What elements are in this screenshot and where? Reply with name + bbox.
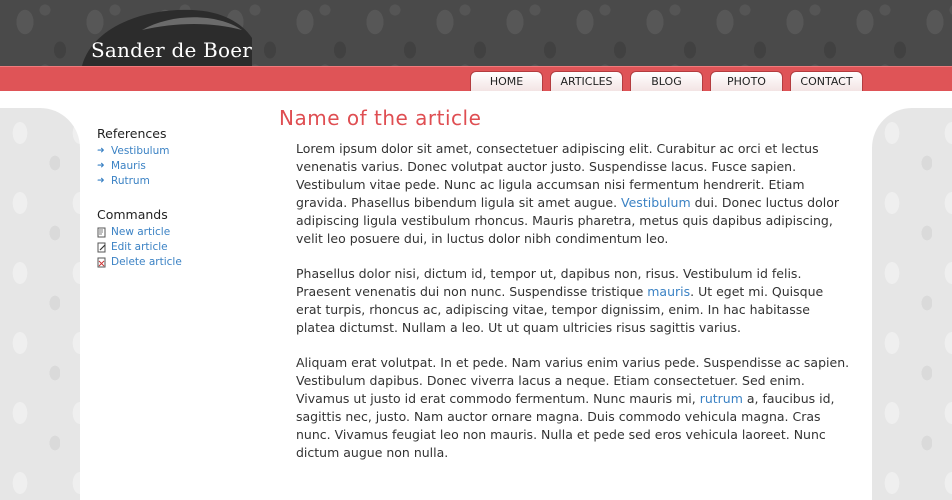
reference-link-rutrum[interactable]: ➜ Rutrum — [97, 175, 150, 187]
arrow-icon: ➜ — [97, 146, 105, 156]
reference-link-vestibulum[interactable]: ➜ Vestibulum — [97, 145, 170, 157]
article-content — [279, 106, 859, 479]
inline-link-mauris[interactable]: mauris — [647, 284, 691, 299]
delete-document-icon — [97, 257, 107, 268]
references-heading: References — [97, 126, 167, 141]
arrow-icon: ➜ — [97, 176, 105, 186]
edit-article-link[interactable]: Edit article — [97, 240, 267, 255]
sidebar — [97, 126, 267, 288]
inline-link-vestibulum[interactable]: Vestibulum — [621, 195, 691, 210]
right-decoration-panel — [872, 108, 952, 500]
article-paragraph-2: Phasellus dolor nisi, dictum id, tempor ut, dapibus non, risus. Vestibulum id felis. Praesent venenatis dui non nunc. Suspendisse tristique mauris. Ut eget mi. Quisque erat turpis, rhoncus ac, adipiscing vitae, tempor dignissim, enim. In hac habitasse platea dictumst. Nullam a leo. Ut ut quam ultricies risus sagittis varius. — [296, 266, 824, 335]
edit-document-icon — [97, 242, 107, 253]
article-title: Name of the article — [279, 106, 482, 130]
references-list — [97, 144, 267, 189]
new-article-link[interactable]: New article — [97, 225, 267, 240]
new-document-icon — [97, 227, 107, 238]
site-title[interactable]: Sander de Boer — [91, 38, 252, 62]
commands-heading: Commands — [97, 207, 168, 222]
nav-home-tab[interactable]: HOME — [470, 71, 543, 91]
nav-contact-tab[interactable]: CONTACT — [790, 71, 863, 91]
article-paragraph-1: Lorem ipsum dolor sit amet, consectetuer adipiscing elit. Curabitur ac orci et lectus venenatis varius. Donec volutpat auctor justo. Suspendisse lacus. Fusce sapien. Vestibulum vitae pede. Nunc ac ligula accumsan nisi fermentum hendrerit. Etiam gravida. Phasellus bibendum ligula sit amet augue. Vestibulum dui. Donec luctus dolor adipiscing ligula vestibulum rhoncus. Mauris pharetra, metus quis dapibus adipiscing, velit leo posuere dui, in luctus dolor nibh condimentum leo. — [296, 141, 840, 246]
inline-link-rutrum[interactable]: rutrum — [699, 391, 743, 406]
arrow-icon: ➜ — [97, 161, 105, 171]
reference-link-mauris[interactable]: ➜ Mauris — [97, 160, 146, 172]
nav-blog-tab[interactable]: BLOG — [630, 71, 703, 91]
delete-article-link[interactable]: Delete article — [97, 255, 267, 270]
nav-articles-tab[interactable]: ARTICLES — [550, 71, 623, 91]
article-paragraph-3: Aliquam erat volutpat. In et pede. Nam varius enim varius pede. Suspendisse ac sapien. Vestibulum dapibus. Donec viverra lacus a neque. Etiam consectetuer. Sed enim. Vivamus ut justo id erat commodo fermentum. Nunc mauris mi, rutrum a, faucibus id, sagittis nec, justo. Nam auctor ornare magna. Duis commodo vehicula magna. Cras nunc. Vivamus feugiat leo non mauris. Nulla et pede sed eros vehicula laoreet. Nunc dictum augue non nulla. — [296, 355, 850, 460]
commands-list — [97, 225, 267, 270]
left-decoration-panel — [0, 108, 80, 500]
nav-photo-tab[interactable]: PHOTO — [710, 71, 783, 91]
